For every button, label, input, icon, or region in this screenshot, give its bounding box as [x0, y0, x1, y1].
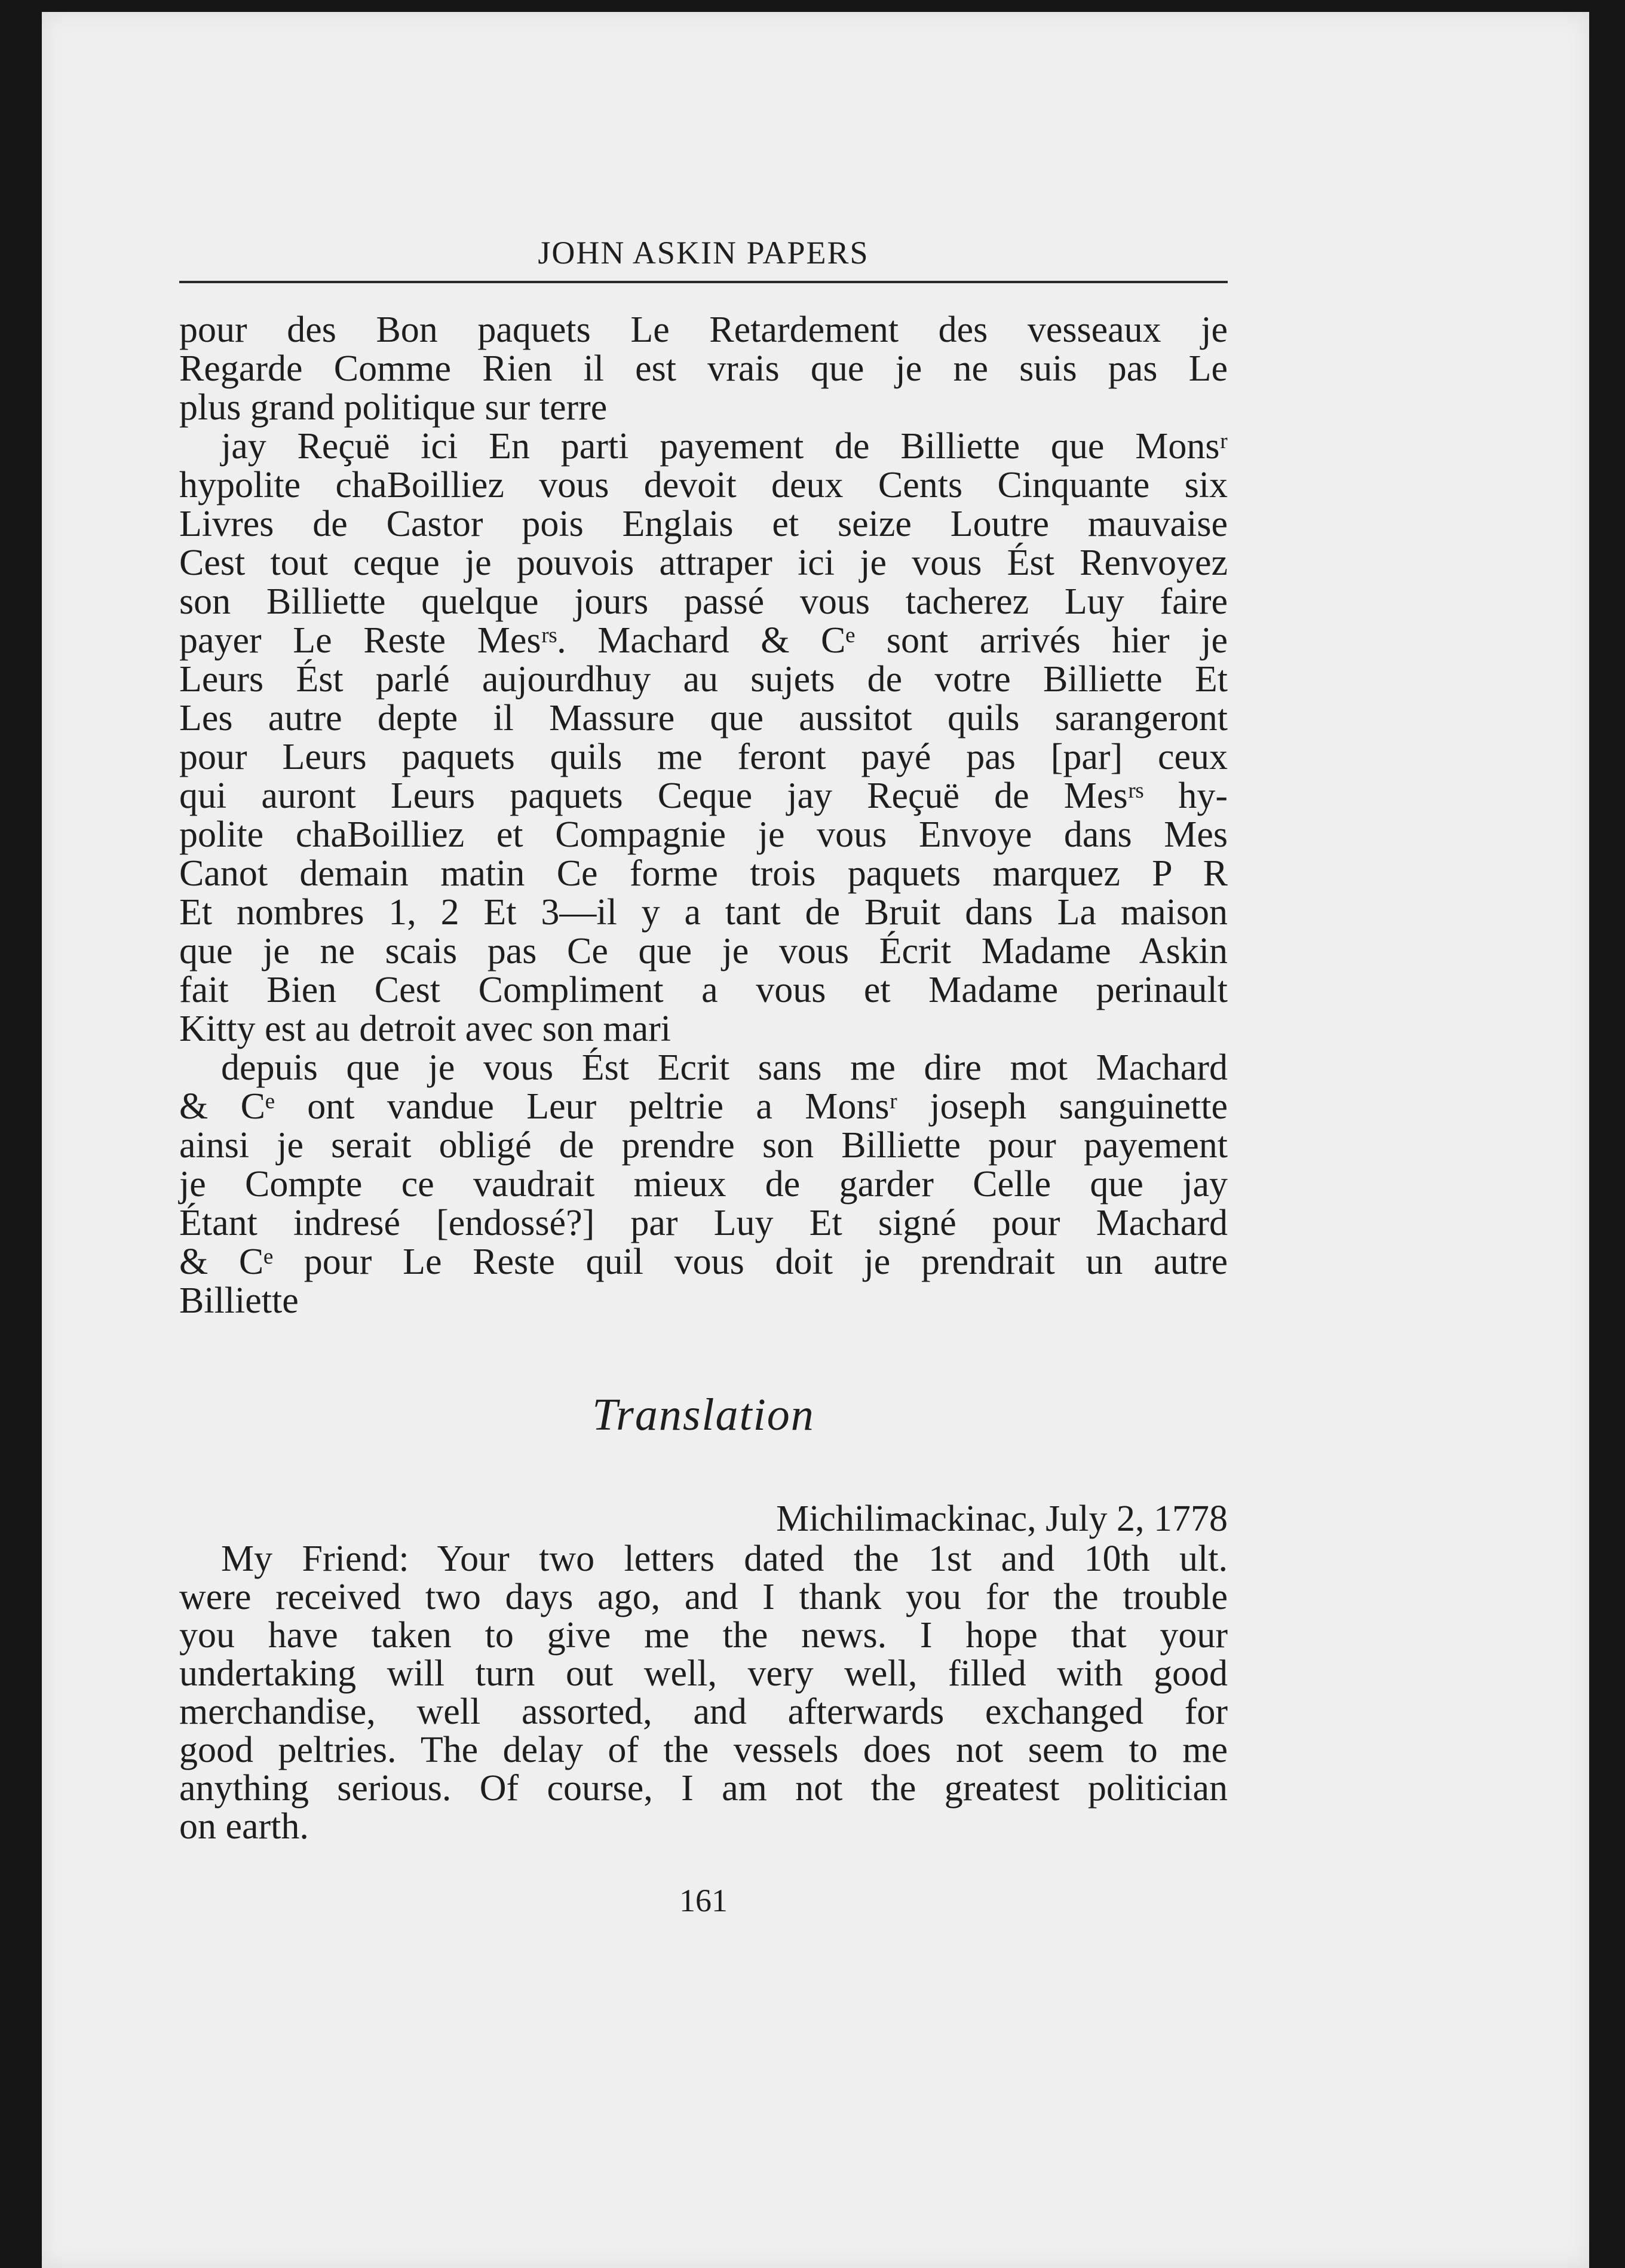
- text-line: polite chaBoilliez et Compagnie je vous Envoye dans Mes: [179, 814, 1228, 855]
- translation-text: [179, 1540, 1228, 1846]
- text-line: Livres de Castor pois Englais et seize Loutre mauvaise: [179, 504, 1228, 544]
- text-line: depuis que je vous Ést Ecrit sans me dire mot Machard: [221, 1047, 1228, 1088]
- text-line: pour Leurs paquets quils me feront payé pas [par] ceux: [179, 737, 1228, 777]
- text-line: ainsi je serait obligé de prendre son Billiette pour payement: [179, 1125, 1228, 1166]
- text-line: Kitty est au detroit avec son mari: [179, 1009, 671, 1049]
- running-head: JOHN ASKIN PAPERS: [538, 235, 869, 271]
- text-line: Les autre depte il Massure que aussitot quils sarangeront: [179, 698, 1228, 738]
- text-line: & Cᵉ ont vandue Leur peltrie a Monsʳ joseph sanguinette: [179, 1086, 1228, 1127]
- translation-heading: Translation: [592, 1390, 815, 1440]
- french-letter-text: [179, 311, 1228, 1320]
- text-line: son Billiette quelque jours passé vous tacherez Luy faire: [179, 581, 1228, 622]
- text-line: good peltries. The delay of the vessels does not seem to me: [179, 1730, 1228, 1770]
- text-line: Leurs Ést parlé aujourdhuy au sujets de votre Billiette Et: [179, 659, 1228, 700]
- text-line: you have taken to give me the news. I hope that your: [179, 1615, 1228, 1656]
- text-line: Et nombres 1, 2 Et 3—il y a tant de Bruit dans La maison: [179, 892, 1228, 933]
- text-line: & Cᵉ pour Le Reste quil vous doit je prendrait un autre: [179, 1242, 1228, 1282]
- text-line: je Compte ce vaudrait mieux de garder Celle que jay: [179, 1164, 1228, 1205]
- text-line: qui auront Leurs paquets Ceque jay Reçuë de Mesʳˢ hy-: [179, 776, 1228, 816]
- text-line: were received two days ago, and I thank you for the trouble: [179, 1577, 1228, 1617]
- text-line: Cest tout ceque je pouvois attraper ici je vous Ést Renvoyez: [179, 543, 1228, 583]
- page-number: 161: [679, 1883, 728, 1918]
- text-line: undertaking will turn out well, very well, filled with good: [179, 1653, 1228, 1694]
- text-line: on earth.: [179, 1806, 309, 1847]
- text-line: que je ne scais pas Ce que je vous Écrit Madame Askin: [179, 931, 1228, 971]
- text-line: merchandise, well assorted, and afterwards exchanged for: [179, 1691, 1228, 1732]
- text-line: pour des Bon paquets Le Retardement des vesseaux je: [179, 309, 1228, 350]
- dateline: Michilimackinac, July 2, 1778: [776, 1498, 1228, 1539]
- text-line: jay Reçuë ici En parti payement de Billiette que Monsʳ: [221, 426, 1228, 467]
- text-line: plus grand politique sur terre: [179, 387, 608, 428]
- text-line: anything serious. Of course, I am not the greatest politician: [179, 1768, 1228, 1809]
- text-line: Billiette: [179, 1280, 299, 1321]
- text-line: hypolite chaBoilliez vous devoit deux Cents Cinquante six: [179, 465, 1228, 505]
- text-line: fait Bien Cest Compliment a vous et Madame perinault: [179, 970, 1228, 1010]
- text-line: My Friend: Your two letters dated the 1st and 10th ult.: [221, 1538, 1228, 1579]
- header-rule: [179, 281, 1228, 283]
- text-line: Regarde Comme Rien il est vrais que je ne suis pas Le: [179, 348, 1228, 389]
- text-line: Canot demain matin Ce forme trois paquets marquez P R: [179, 853, 1228, 894]
- text-line: Étant indresé [endossé?] par Luy Et signé pour Machard: [179, 1203, 1228, 1243]
- text-line: payer Le Reste Mesʳˢ. Machard & Cᵉ sont arrivés hier je: [179, 620, 1228, 661]
